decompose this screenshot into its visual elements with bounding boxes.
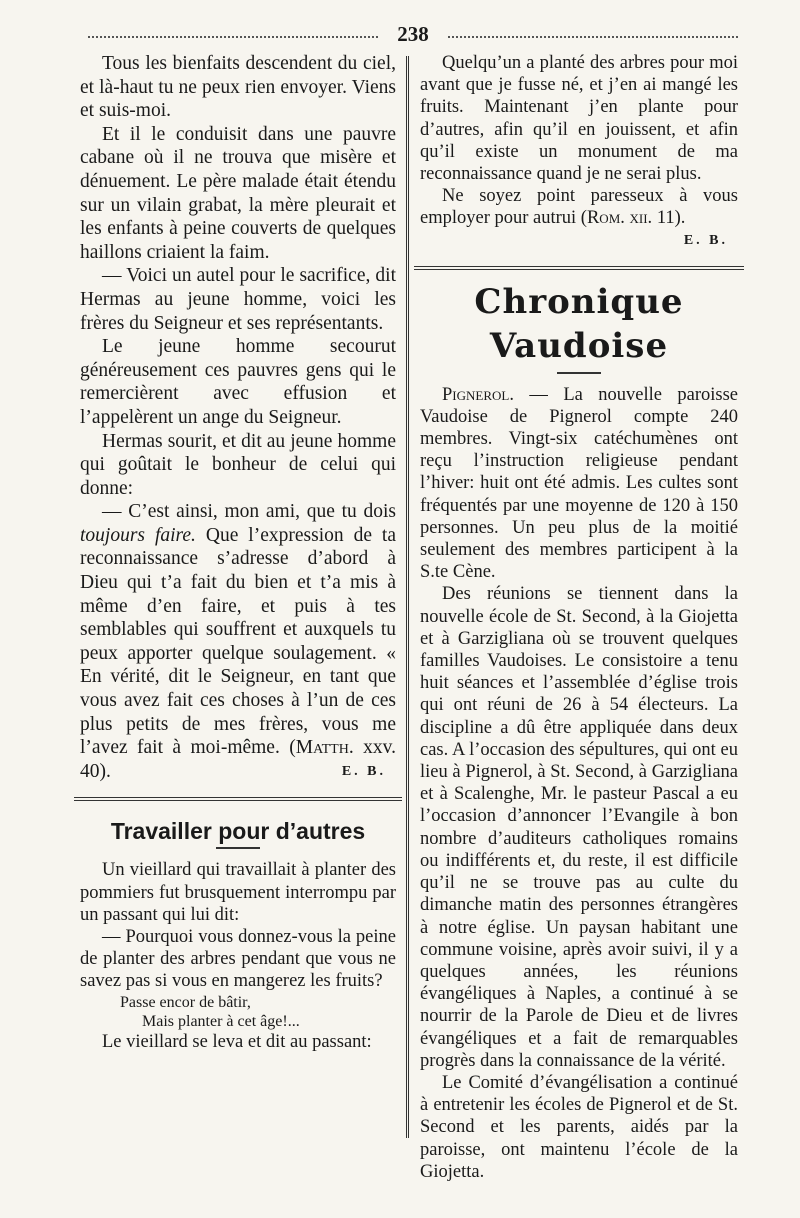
paragraph [420, 185, 738, 229]
emphasis: toujours faire. [80, 524, 196, 546]
author-signature: E. B. [683, 232, 728, 248]
right-column [420, 52, 738, 1183]
paragraph: Un vieillard qui travaillait à planter des pommiers fut brusquement interrompu par un passant qui lui dit: [80, 860, 396, 925]
title-dash [557, 372, 601, 374]
verse-line: Mais planter à cet âge!... [142, 1012, 300, 1030]
text-run: Ne soyez point paresseux à vous employer pour autrui ( [420, 186, 738, 229]
bible-reference: Rom. xii. [586, 208, 653, 229]
paragraph [80, 500, 396, 783]
column-divider [406, 56, 409, 1138]
verse-line: Passe encor de bâtir, [120, 993, 251, 1011]
header-rule-left [88, 36, 378, 38]
paragraph: Hermas sourit, et dit au jeune homme qui goûtait le bonheur de celui qui donne: [80, 430, 396, 499]
text-run: Que l’expression de ta reconnaissance s’adresse d’abord à Dieu qui t’a fait du bien et t’a mis à même d’en faire, et puis à tes semblables qui souffrent et auxquels tu peux apporter quelque soulagement. « En vérité, dit le Seigneur, en tant que vous avez fait ces choses à l’un de ces plus petits de mes frères, vous me l’avez fait à moi-même. ( [80, 524, 396, 759]
paragraph: Le Comité d’évangélisation a continué à entretenir les écoles de Pignerol et de St. Second et les parents, aidés par la paroisse, ont maintenu l’école de la Giojetta. [420, 1072, 738, 1182]
paragraph: Le vieillard se leva et dit au passant: [102, 1031, 372, 1052]
page-number: 238 [397, 22, 429, 46]
header-rule-right [448, 36, 738, 38]
text-run: — La nouvelle paroisse Vaudoise de Pignerol compte 240 membres. Vingt-six catéchumènes ont reçu l’instruction religieuse pendant l’hiver: huit ont été admis. Les cultes sont fréquentés par une moyenne de 120 à 150 personnes. Un peu plus de la moitié seulement des membres participent à la S.te Cène. [420, 384, 738, 583]
text-run: — C’est ainsi, mon ami, que tu dois [102, 501, 396, 523]
paragraph: Et il le conduisit dans une pauvre cabane où il ne trouva que misère et dénuement. Le père malade était étendu sur un vilain grabat, la mère pleurait et les enfants à peine couverts de quelques haillons criaient la faim. [80, 123, 396, 263]
paragraph: Tous les bienfaits descendent du ciel, et là-haut tu ne peux rien envoyer. Viens et suis-moi. [80, 53, 396, 122]
paragraph: Le jeune homme secourut généreusement ces pauvres gens qui le remercièrent avec effusion et l’appelèrent un ange du Seigneur. [80, 336, 396, 428]
author-signature: E. B. [341, 763, 386, 779]
text-run: xxv. 40). [80, 737, 396, 782]
paragraph: Quelqu’un a planté des arbres pour moi avant que je fusse né, et j’en ai mangé les fruits. Maintenant j’en plante pour d’autres, afin qu’il en jouissent, et afin qu’il existe un monument de ma reconnaissance quand je ne serai plus. [420, 53, 738, 185]
article-title: Travailler pour d’autres [110, 818, 366, 845]
article-body [80, 859, 396, 1052]
section-separator [414, 266, 744, 270]
section-separator [74, 797, 402, 801]
paragraph: — Voici un autel pour le sacrifice, dit Hermas au jeune homme, voici les frères du Seigneur et ses représentants. [80, 265, 396, 334]
paragraph: Des réunions se tiennent dans la nouvelle école de St. Second, à la Giojetta et à Garzigliana où se trouvent quelques familles Vaudoises. Le consistoire a tenu huit séances et l’assemblée d’église trois qui ont réuni de 26 à 54 électeurs. La discipline a dû être appliquée dans deux cas. A l’occasion des sépultures, qui ont eu lieu à Pignerol, à St. Second, à Garzigliana et à Scalenghe, Mr. le pasteur Pascal a eu l’occasion d’annoncer l’Evangile à bon nombre d’auditeurs catholiques romains ou indifférents et, du reste, il est difficile qu’il ne se trouve pas au culte du dimanche matin des personnes étrangères à notre église. Un paysan habitant une commune voisine, après avoir suivi, il y a quelques années, les réunions évangéliques à Naples, a continué à se nourrir de la Parole de Dieu et de livres évangéliques et a fait de remarquables progrès dans la connaissance de la vérité. [420, 584, 738, 1071]
left-column [80, 52, 396, 1053]
paragraph [420, 384, 738, 584]
page-header [88, 20, 738, 50]
title-dash [216, 847, 260, 849]
paragraph: — Pourquoi vous donnez-vous la peine de planter des arbres pendant que vous ne savez pas si vous en mangerez les fruits? [80, 927, 396, 992]
place-lead: Pignerol. [442, 384, 514, 405]
bible-reference: Matth. [295, 737, 354, 759]
section-title: Chronique Vaudoise [474, 281, 684, 366]
text-run: 11). [652, 208, 686, 229]
